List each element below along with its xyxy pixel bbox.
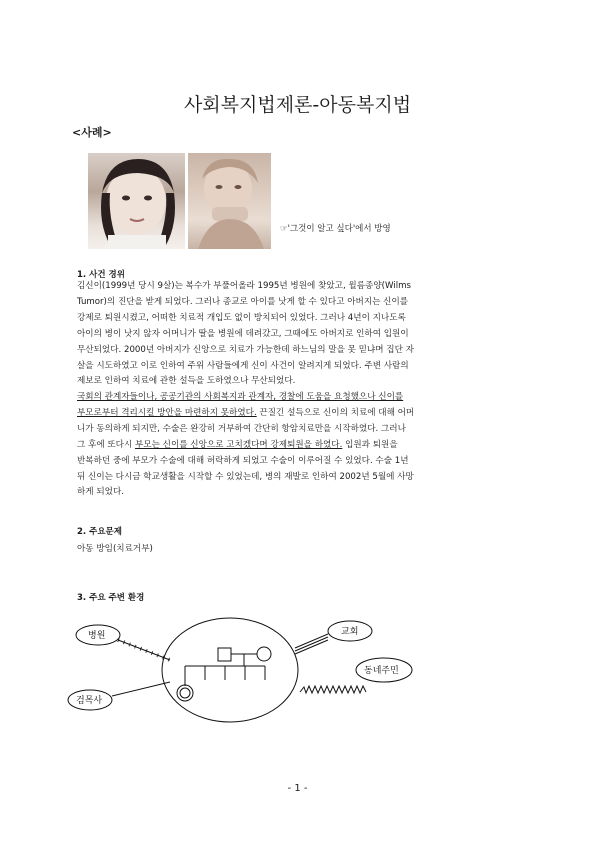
paragraph-line [77,422,521,438]
section2-text: 아동 방임(치료거부) [77,544,153,554]
child-photo-after [188,153,271,249]
paragraph-line: 제보로 인하여 치료에 관한 설득을 도하였으나 무산되었다. [77,376,296,387]
underlined-text: 국회의 관계자들이나, 공공기관의 사회복지과 관계자, 경찰에 도움을 요청했으나 신이를 [77,392,404,402]
text-segment: 하게 되었다. [77,487,124,498]
document-title: 사회복지법제론-아동복지법 [183,94,412,116]
church-label: 교회 [341,627,359,637]
paragraph-line: 무산되었다. 2000년 아버지가 신앙으로 치료가 가능한데 하느님의 말을 못 믿냐며 집단 자 [77,344,414,355]
underlined-text: 부모는 신이를 신앙으로 고치겠다며 강제퇴원을 하였다. [135,439,343,450]
section1-paragraph2 [77,390,521,501]
page-number: - 1 - [287,783,308,794]
photo-caption: ☞'그것이 알고 싶다'에서 방영 [280,224,391,234]
paragraph-line: 강제로 퇴원시켰고, 어떠한 치료적 개입도 없이 방치되어 있었다. 그러나 4년이 지나도록 [77,312,406,323]
text-segment: 그 후에 또다시 [77,439,136,450]
hospital-label: 병원 [88,631,106,641]
child-photo-before [88,153,185,249]
section2-heading: 2. 주요문제 [77,527,122,537]
paragraph-line [77,470,521,486]
text-segment: 뒤 신이는 다시금 학교생활을 시작할 수 있었는데, 병의 재발로 인하여 2002년 5월에 사망 [77,471,414,482]
text-segment: 입원과 퇴원을 [342,439,398,450]
text-segment: 반복하던 중에 부모가 수술에 대해 허락하게 되었고 수술이 이루어질 수 있었다. 수술 1년 [77,455,409,466]
prosecutor-label: 검목사 [76,696,103,706]
ecomap-diagram [60,600,420,730]
paragraph-line [77,485,521,501]
paragraph-line: Tumor)의 진단을 받게 되었다. 그러나 종교로 아이를 낫게 할 수 있다고 아버지는 신이를 [77,296,409,307]
section3-heading: 3. 주요 주변 환경 [77,593,145,603]
section1-heading: 1. 사건 경위 [77,270,125,280]
paragraph-line: 아이의 병이 낫지 않자 어머니가 딸을 병원에 데려갔고, 그때에도 아버지로 인하여 입원이 [77,328,409,339]
paragraph-line [77,438,521,454]
paragraph-line [77,454,521,470]
paragraph-line [77,406,521,422]
paragraph-line [77,390,521,406]
paragraph-line: 김신이(1999년 당시 9살)는 복수가 부풀어올라 1995년 병원에 찾았고, 윌름종양(Wilms [77,281,411,291]
text-segment: 끈질긴 설득으로 신이의 치료에 대해 어머 [256,407,415,418]
underlined-text: 부모로부터 격리시킬 방안을 마련하지 못하였다. [77,407,257,418]
paragraph-line: 살을 시도하였고 이로 인하여 주위 사람들에게 신이 사건이 알려지게 되었다. 주변 사람의 [77,360,409,371]
text-segment: 니가 동의하게 되지만, 수술은 완강히 거부하여 간단히 항암치료만을 시작하였다. 그러나 [77,423,406,434]
case-tag: <사례> [72,126,112,139]
section1-paragraph1 [77,279,521,390]
neighbors-label: 동네주민 [364,666,399,676]
